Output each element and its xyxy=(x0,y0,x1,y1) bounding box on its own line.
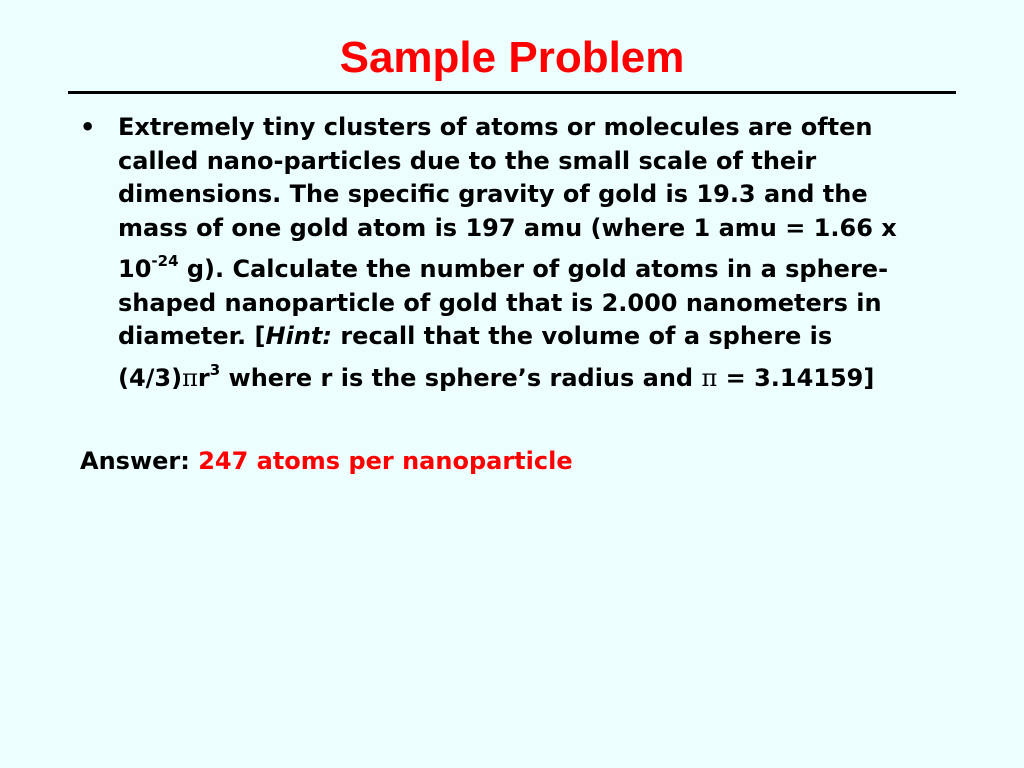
problem-line-7-post: recall that the volume of a sphere is xyxy=(331,322,833,350)
exponent-base: 10 xyxy=(118,255,152,283)
answer-value: 247 atoms per nanoparticle xyxy=(198,447,573,475)
problem-line-8-post: = 3.14159] xyxy=(717,363,875,392)
answer-label: Answer: xyxy=(80,447,190,475)
answer-line xyxy=(80,446,573,476)
bullet-marker: • xyxy=(80,113,96,141)
problem-line-7-pre: diameter. [ xyxy=(118,322,266,350)
exponent-superscript: -24 xyxy=(151,252,179,270)
pi-symbol: π xyxy=(182,363,198,392)
formula-exponent: 3 xyxy=(209,360,221,379)
problem-text xyxy=(118,111,918,395)
formula-radius: r xyxy=(197,363,210,392)
problem-line-6: shaped nanoparticle of gold that is 2.000 nanometers in xyxy=(118,288,882,317)
problem-line-5 xyxy=(118,253,918,287)
problem-line-8 xyxy=(118,362,918,396)
pi-symbol-2: π xyxy=(701,363,718,392)
slide-title: Sample Problem xyxy=(339,33,685,82)
problem-line-1: Extremely tiny clusters of atoms or molecules are often xyxy=(118,113,873,141)
problem-line-8-mid: where r is the sphere’s radius and xyxy=(220,363,702,392)
hint-label: Hint: xyxy=(265,322,332,350)
problem-line-7 xyxy=(118,320,918,354)
problem-line-5-rest: g). Calculate the number of gold atoms in a sphere- xyxy=(178,255,889,283)
formula-fraction: (4/3) xyxy=(118,363,183,392)
problem-line-4: mass of one gold atom is 197 amu (where 1 amu = 1.66 x xyxy=(118,213,897,242)
problem-line-2: called nano-particles due to the small scale of their xyxy=(118,146,817,175)
problem-line-3: dimensions. The specific gravity of gold is 19.3 and the xyxy=(118,180,868,208)
title-divider xyxy=(68,91,956,94)
